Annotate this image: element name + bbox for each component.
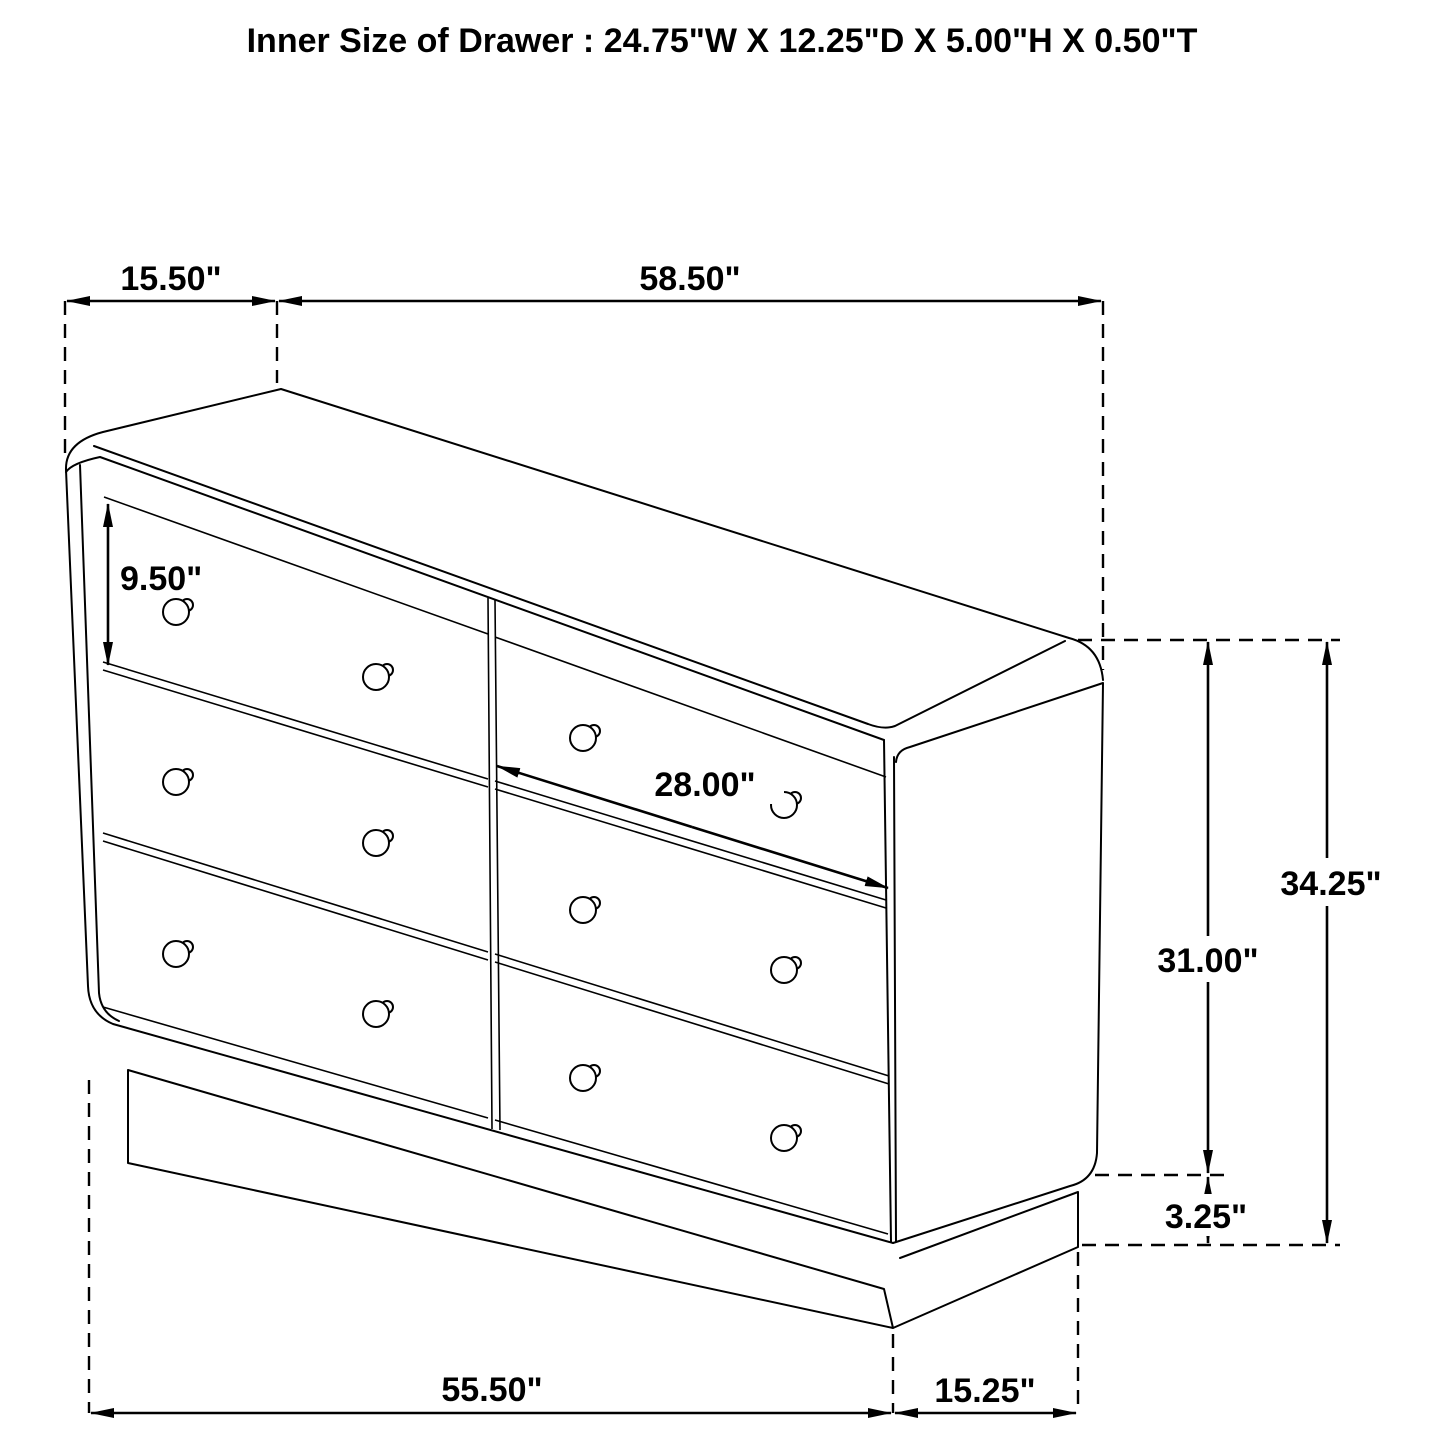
drawer-knob [363, 830, 393, 856]
dresser-base [128, 1070, 1078, 1328]
drawer-knob [163, 941, 193, 967]
drawer-gap-lines [103, 497, 889, 1234]
dim-label-top-width: 58.50" [639, 260, 741, 298]
drawer-knob [163, 769, 193, 795]
dim-drawer-height [108, 504, 202, 665]
dim-label-drawer-width: 28.00" [654, 766, 756, 804]
drawer-knob [771, 957, 801, 983]
dim-label-bottom-depth: 15.25" [934, 1372, 1036, 1410]
dim-top-depth [67, 260, 275, 301]
drawer-knob [771, 1125, 801, 1151]
dim-total-height [1263, 642, 1397, 1243]
dim-bottom-depth [895, 1372, 1076, 1413]
drawer-knob [363, 664, 393, 690]
dim-label-body-height: 31.00" [1157, 942, 1259, 980]
dim-label-top-depth: 15.50" [120, 260, 222, 298]
dresser-top-face [66, 389, 1103, 740]
drawer-knob [163, 599, 193, 625]
dim-label-bottom-width: 55.50" [441, 1371, 543, 1409]
extension-lines [65, 301, 1340, 1413]
drawer-knob [570, 725, 600, 751]
drawer-knob [570, 1065, 600, 1091]
drawer-knob [363, 1001, 393, 1027]
dim-body-height [1140, 642, 1276, 1173]
dim-label-drawer-height: 9.50" [120, 560, 203, 598]
drawer-knob [570, 897, 600, 923]
dim-label-base-height: 3.25" [1164, 1198, 1248, 1236]
dim-top-width [279, 260, 1101, 301]
dim-base-height [1150, 1177, 1264, 1243]
dim-label-total-height: 34.25" [1280, 865, 1382, 903]
dim-drawer-width [497, 760, 888, 888]
diagram-title: Inner Size of Drawer : 24.75"W X 12.25"D X 5.00"H X 0.50"T [246, 22, 1198, 60]
dresser-side-face [884, 683, 1103, 1243]
dresser-illustration [66, 389, 1103, 1328]
dim-bottom-width [91, 1371, 891, 1413]
drawer-knobs [163, 599, 801, 1151]
